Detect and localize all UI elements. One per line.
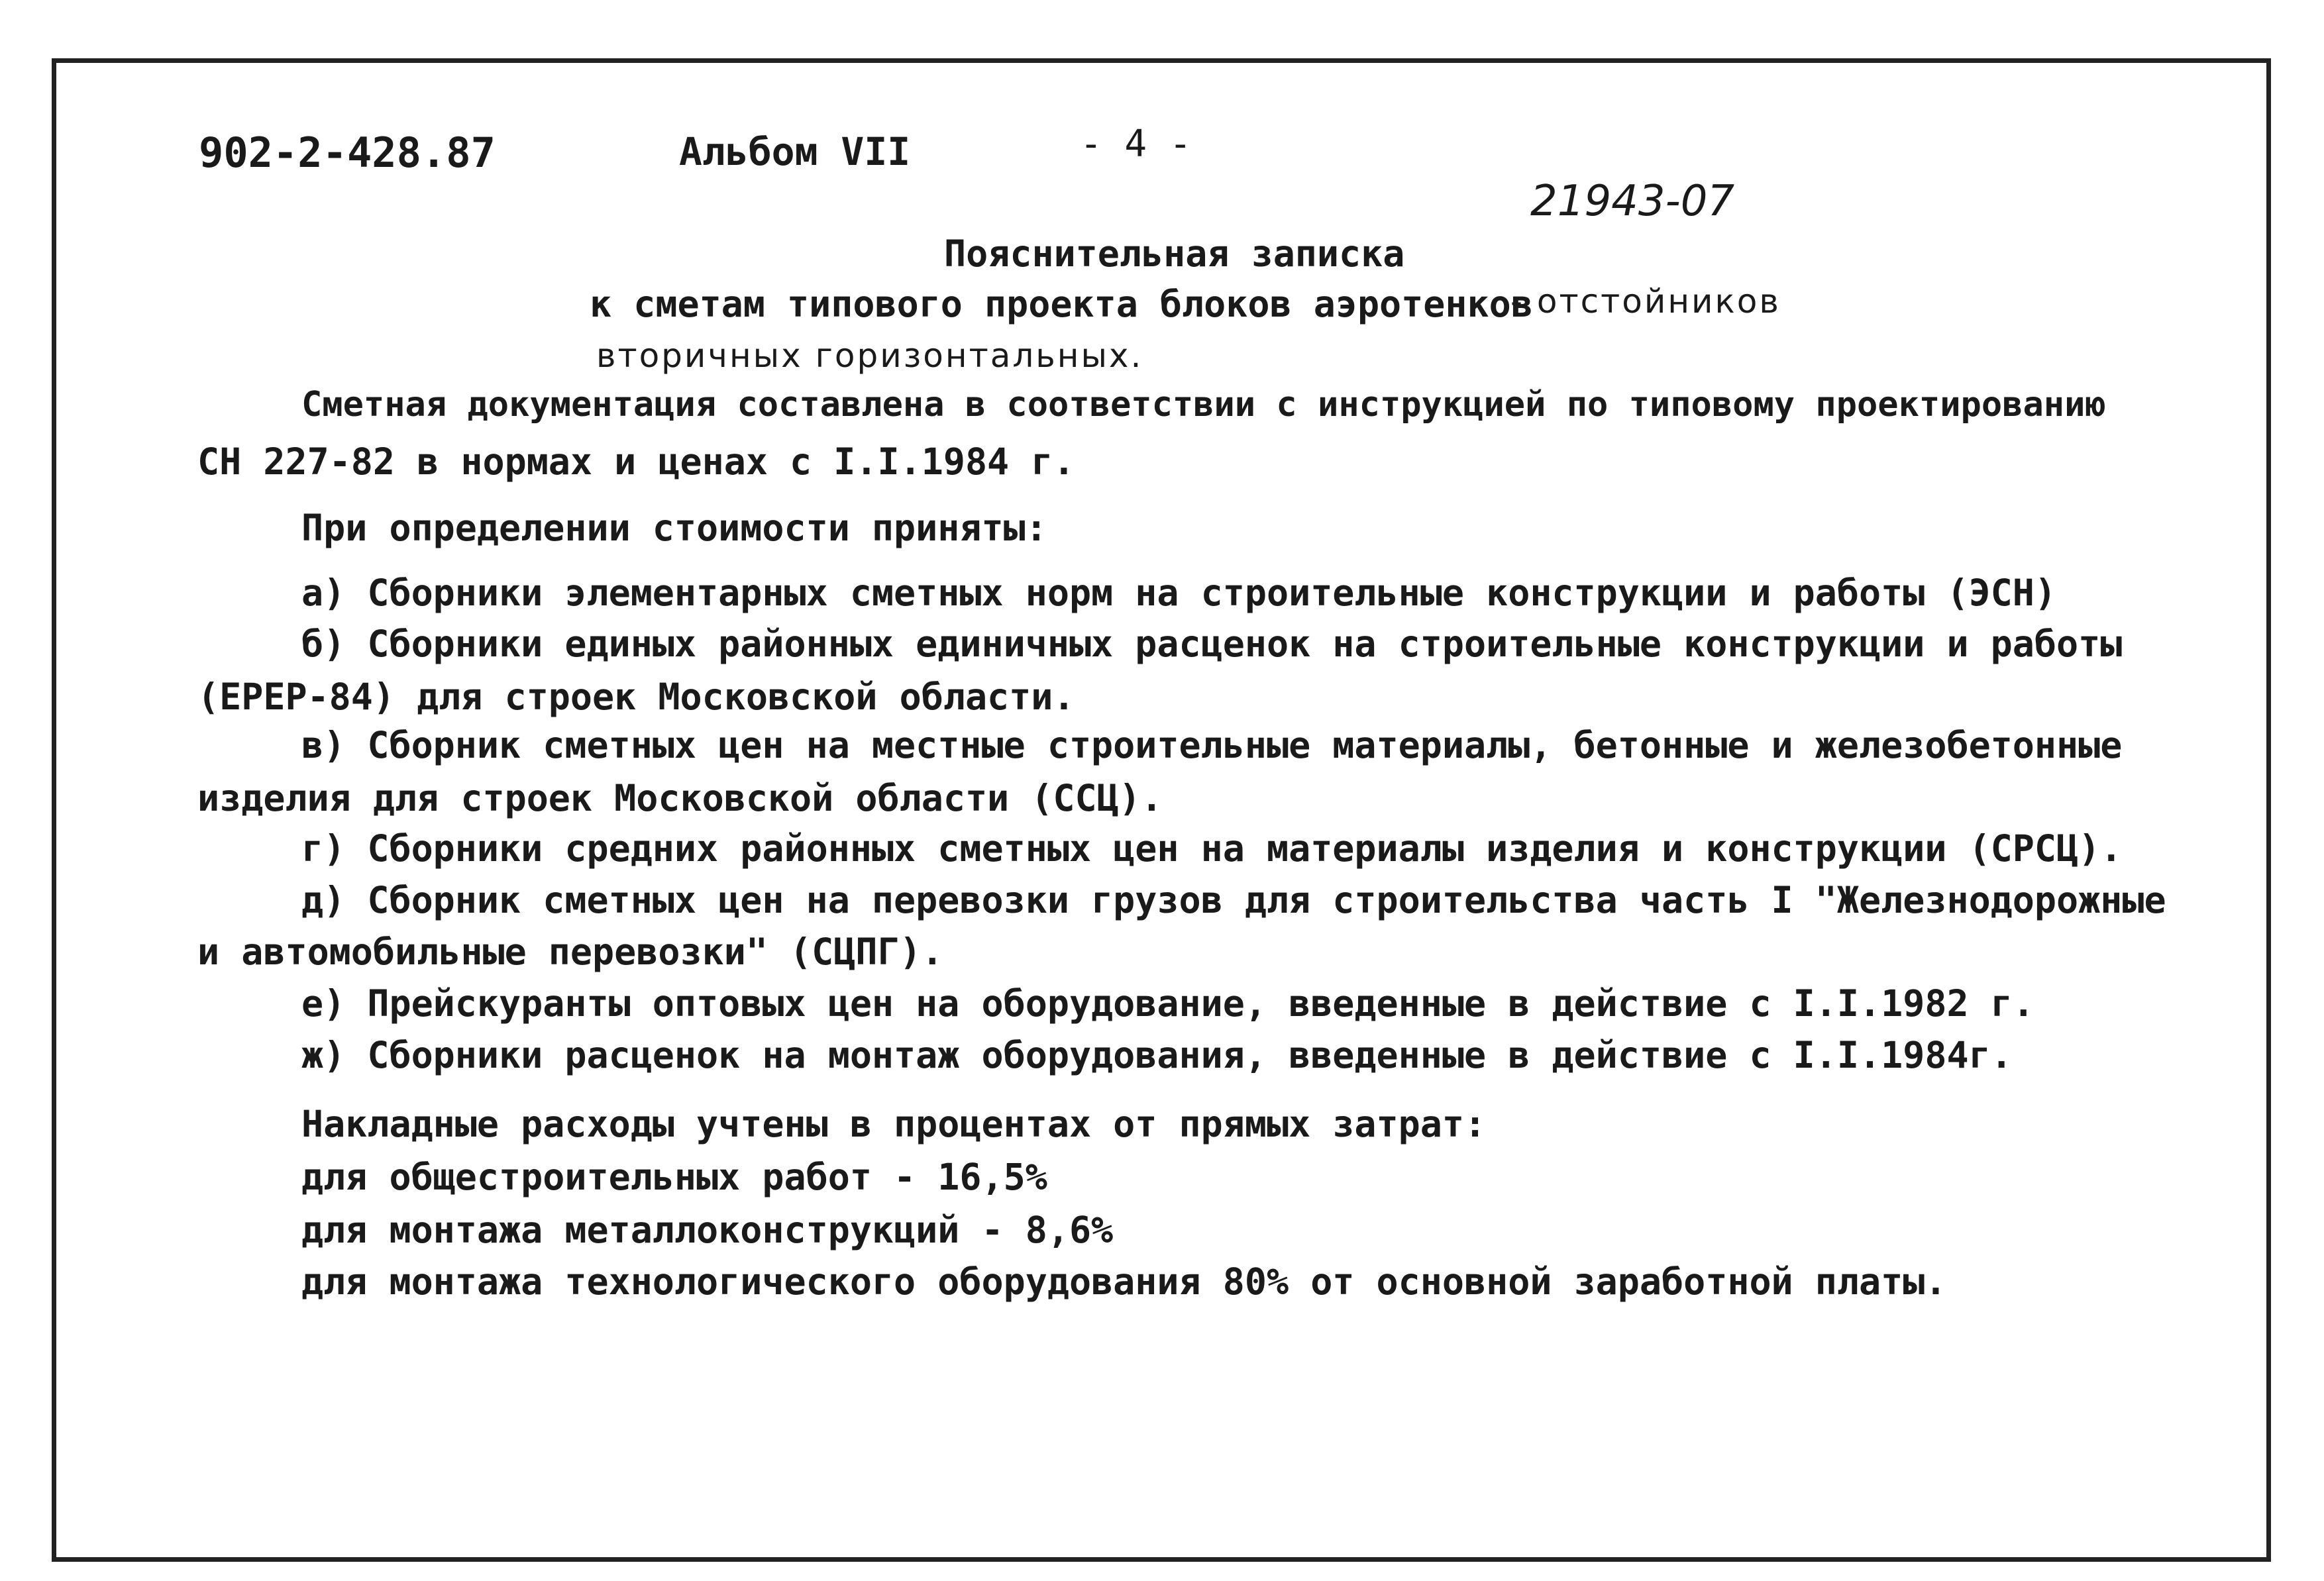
source-item-d-line1: д) Сборник сметных цен на перевозки грузов для строительства часть I "Железнодорожные [301,879,2166,921]
note-subtitle-typed: к сметам типового проекта блоков аэротенков [590,283,1533,325]
source-item-b-line2: (ЕРЕР-84) для строек Московской области. [197,676,1075,718]
source-item-e: е) Прейскуранты оптовых цен на оборудование, введенные в действие с I.I.1982 г. [301,982,2034,1025]
sources-heading: При определении стоимости приняты: [301,507,1047,549]
source-item-zh: ж) Сборники расценок на монтаж оборудования, введенные в действие с I.I.1984г. [301,1034,2013,1076]
source-item-v-line2: изделия для строек Московской области (ССЦ). [197,777,1163,819]
intro-paragraph-line1: Сметная документация составлена в соответствии с инструкцией по типовому проектированию [301,385,2106,425]
page-number: - 4 - [1080,123,1192,166]
note-subtitle-handwritten-line2: вторичных горизонтальных. [596,336,1143,375]
intro-paragraph-line2: СН 227-82 в нормах и ценах с I.I.1984 г. [197,440,1075,483]
inventory-number: 21943-07 [1530,177,1735,226]
note-title: Пояснительная записка [944,232,1405,275]
note-subtitle-handwritten: - отстойников [1510,282,1781,321]
source-item-d-line2: и автомобильные перевозки" (СЦПГ). [197,931,943,973]
overhead-equipment: для монтажа технологического оборудования 80% от основной заработной платы. [301,1260,1947,1303]
overhead-heading: Накладные расходы учтены в процентах от прямых затрат: [301,1103,1487,1145]
source-item-b-line1: б) Сборники единых районных единичных расценок на строительные конструкции и работы [301,623,2123,665]
document-code: 902-2-428.87 [199,128,496,177]
overhead-general-works: для общестроительных работ - 16,5% [301,1156,1047,1198]
source-item-a: а) Сборники элементарных сметных норм на строительные конструкции и работы (ЭСН) [301,572,2057,614]
source-item-g: г) Сборники средних районных сметных цен на материалы изделия и конструкции (СРСЦ). [301,827,2123,870]
overhead-metal-structures: для монтажа металлоконструкций - 8,6% [301,1209,1114,1251]
source-item-v-line1: в) Сборник сметных цен на местные строительные материалы, бетонные и железобетонные [301,724,2123,766]
album-label: Альбом VII [679,129,911,174]
